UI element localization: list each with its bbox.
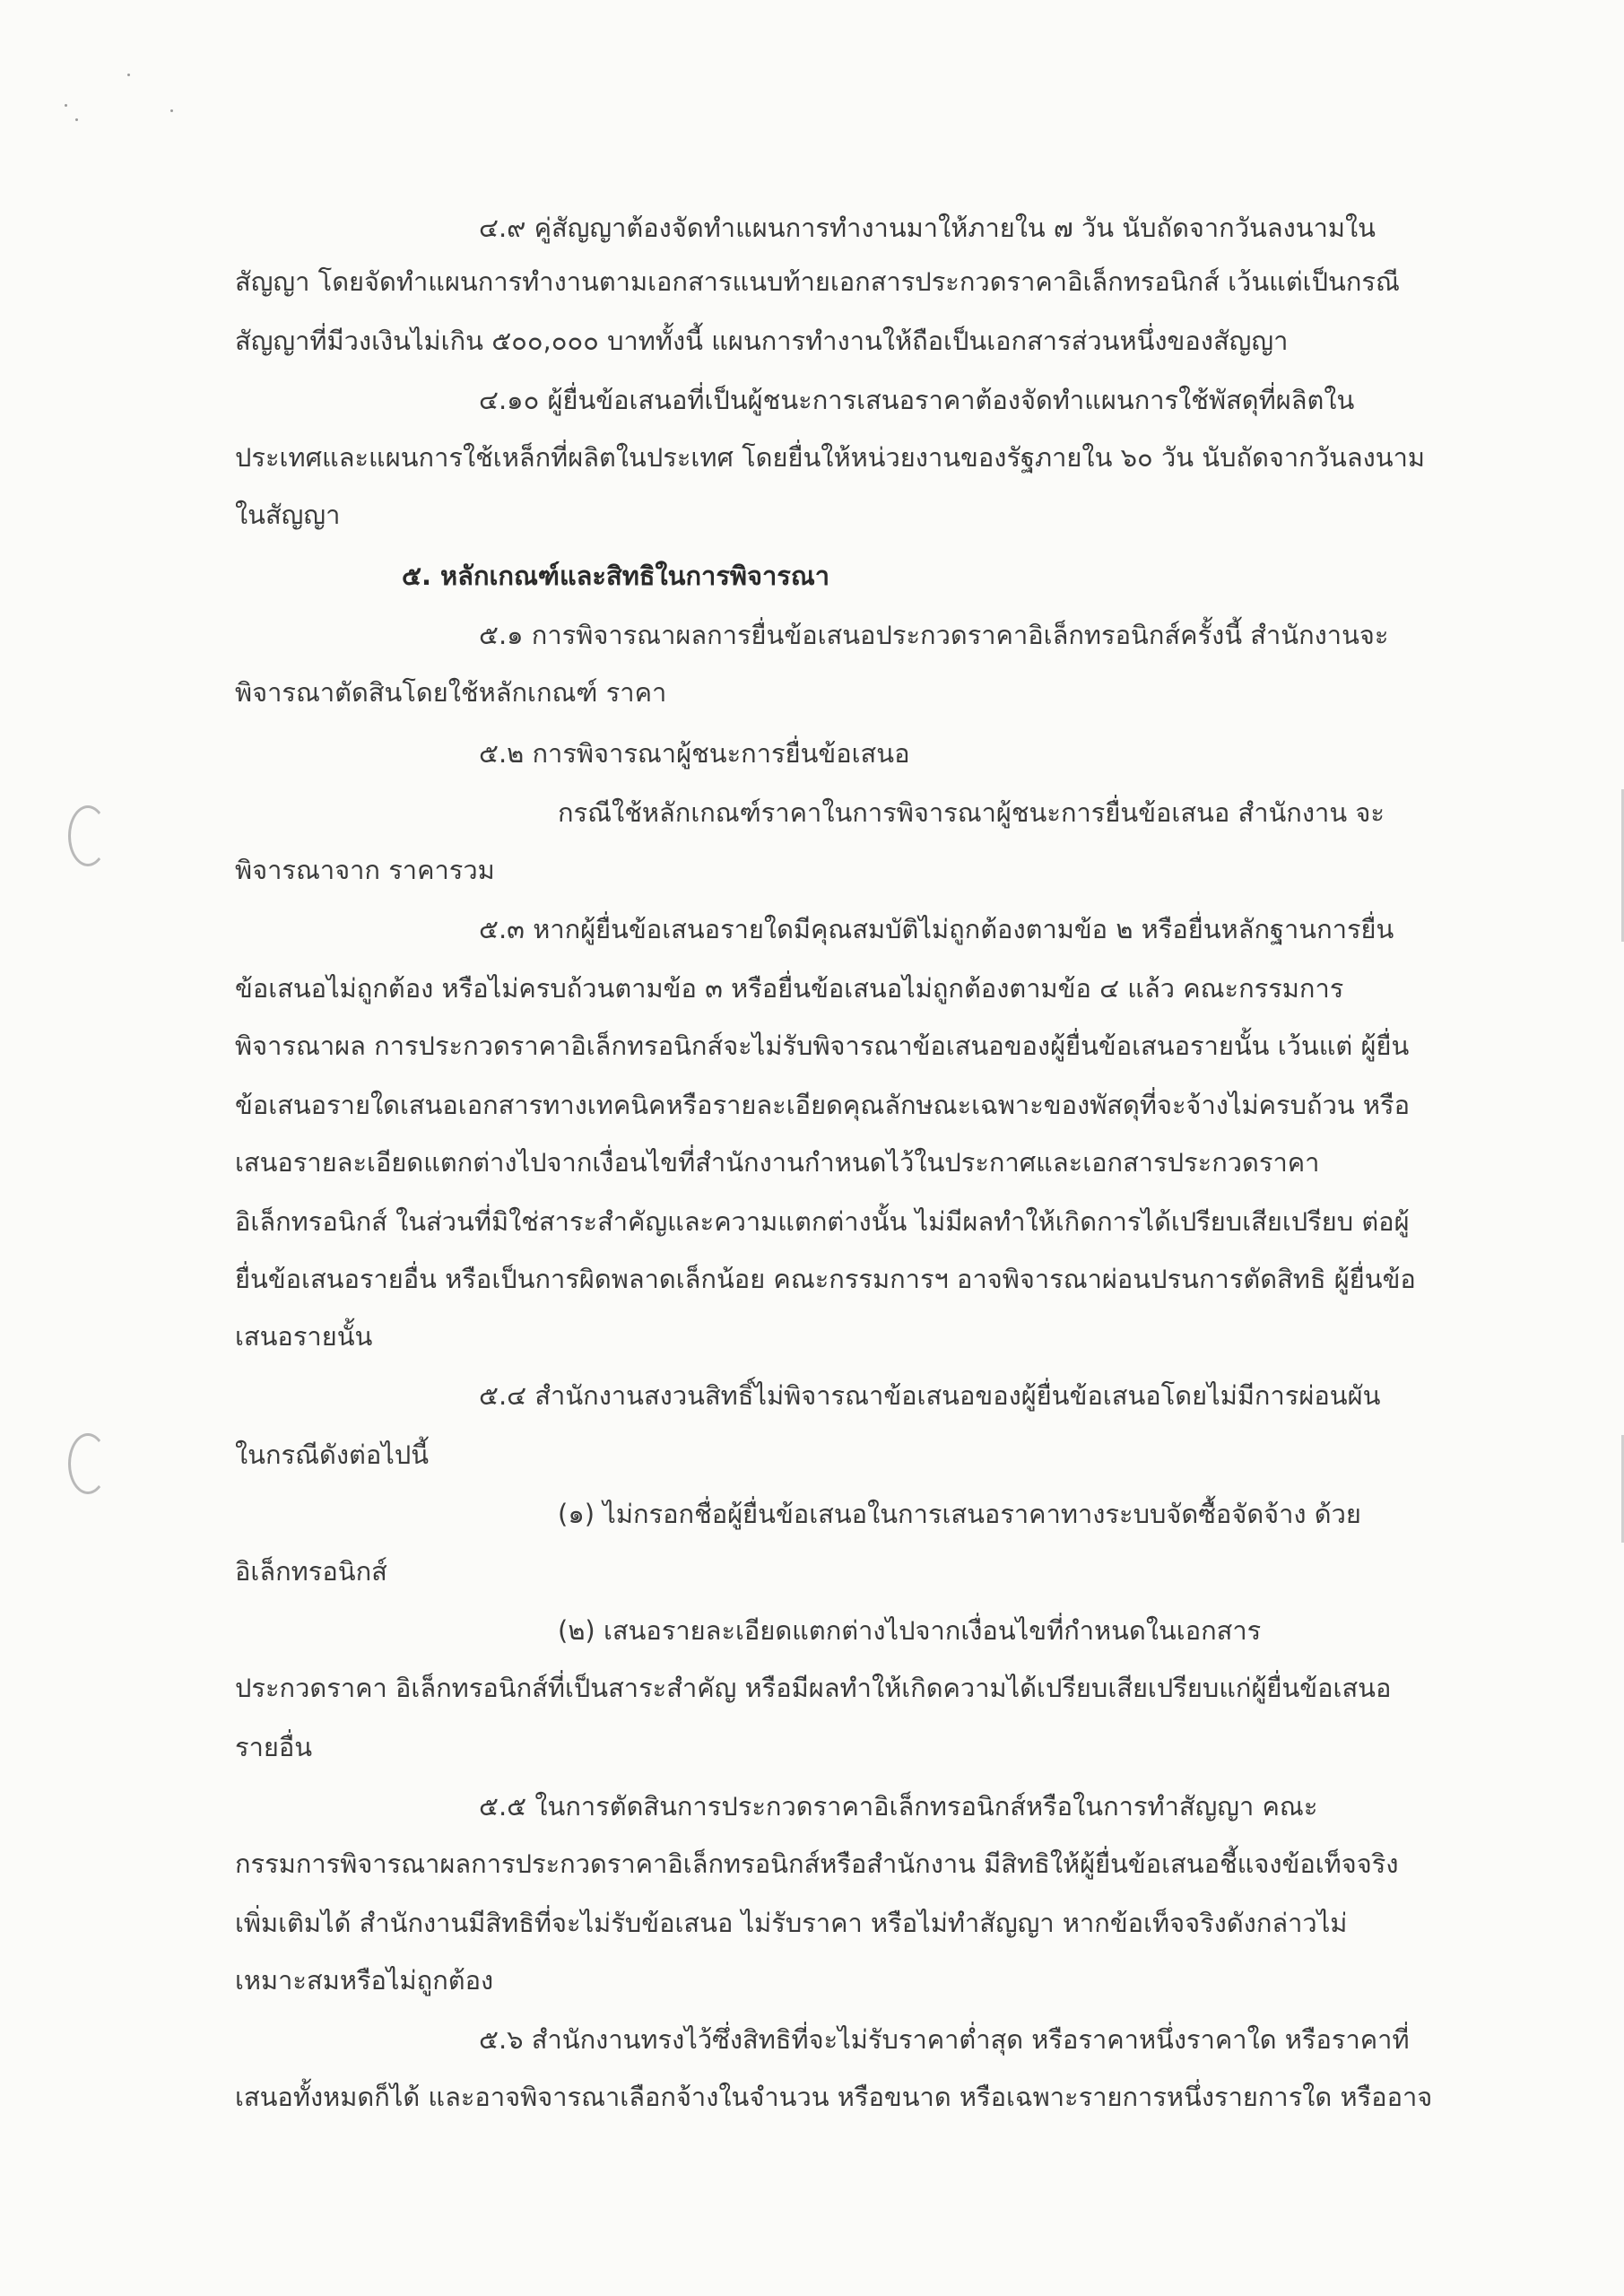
paragraph-5-2-line: ๕.๒ การพิจารณาผู้ชนะการยื่นข้อเสนอ (479, 738, 910, 769)
paragraph-5-3-line: ข้อเสนอรายใดเสนอเอกสารทางเทคนิคหรือรายละเอียดคุณลักษณะเฉพาะของพัสดุที่จะจ้างไม่ครบถ้วน หรือ (235, 1090, 1411, 1120)
paragraph-5-6-line: ๕.๖ สำนักงานทรงไว้ซึ่งสิทธิที่จะไม่รับราคาต่ำสุด หรือราคาหนึ่งราคาใด หรือราคาที่ (479, 2024, 1410, 2055)
paragraph-5-4-item-2-line: ประกวดราคา อิเล็กทรอนิกส์ที่เป็นสาระสำคัญ หรือมีผลทำให้เกิดความได้เปรียบเสียเปรียบแก่ผู้ยื่นข้อเสนอ (235, 1673, 1392, 1703)
paragraph-5-3-line: อิเล็กทรอนิกส์ ในส่วนที่มิใช่สาระสำคัญและความแตกต่างนั้น ไม่มีผลทำให้เกิดการได้เปรียบเสียเปรียบ ต่อผู้ (235, 1206, 1410, 1237)
paragraph-5-4-line: ๕.๔ สำนักงานสงวนสิทธิ์ไม่พิจารณาข้อเสนอของผู้ยื่นข้อเสนอโดยไม่มีการผ่อนผัน (479, 1380, 1381, 1411)
paragraph-5-4-item-2-line: รายอื่น (235, 1732, 313, 1762)
paragraph-4-10-line: ๔.๑๐ ผู้ยื่นข้อเสนอที่เป็นผู้ชนะการเสนอราคาต้องจัดทำแผนการใช้พัสดุที่ผลิตใน (479, 385, 1355, 415)
paragraph-5-6-line: เสนอทั้งหมดก็ได้ และอาจพิจารณาเลือกจ้างในจำนวน หรือขนาด หรือเฉพาะรายการหนึ่งรายการใด หรืออาจ (235, 2082, 1433, 2112)
paragraph-4-10-line: ประเทศและแผนการใช้เหล็กที่ผลิตในประเทศ โดยยื่นให้หน่วยงานของรัฐภายใน ๖๐ วัน นับถัดจากวันลงนาม (235, 442, 1426, 473)
paragraph-4-9-line: สัญญา โดยจัดทำแผนการทำงานตามเอกสารแนบท้ายเอกสารประกวดราคาอิเล็กทรอนิกส์ เว้นแต่เป็นกรณี (235, 266, 1400, 297)
paragraph-5-5-line: เหมาะสมหรือไม่ถูกต้อง (235, 1965, 494, 1996)
paragraph-5-3-line: ๕.๓ หากผู้ยื่นข้อเสนอรายใดมีคุณสมบัติไม่ถูกต้องตามข้อ ๒ หรือยื่นหลักฐานการยื่น (479, 914, 1394, 944)
paragraph-4-9-line: ๔.๙ คู่สัญญาต้องจัดทำแผนการทำงานมาให้ภายใน ๗ วัน นับถัดจากวันลงนามใน (479, 213, 1376, 243)
paragraph-5-4-line: ในกรณีดังต่อไปนี้ (235, 1439, 430, 1470)
paragraph-5-4-item-1-line: (๑) ไม่กรอกชื่อผู้ยื่นข้อเสนอในการเสนอราคาทางระบบจัดซื้อจัดจ้าง ด้วย (558, 1499, 1361, 1529)
punch-hole-mark (68, 1433, 108, 1494)
scan-speck (75, 118, 78, 121)
scan-speck (65, 104, 67, 107)
paragraph-5-5-line: เพิ่มเติมได้ สำนักงานมีสิทธิที่จะไม่รับข้อเสนอ ไม่รับราคา หรือไม่ทำสัญญา หากข้อเท็จจริงดังกล่าวไม่ (235, 1908, 1348, 1938)
scan-speck (170, 109, 173, 112)
paragraph-5-2-line: กรณีใช้หลักเกณฑ์ราคาในการพิจารณาผู้ชนะการยื่นข้อเสนอ สำนักงาน จะ (558, 797, 1385, 828)
punch-hole-mark (68, 805, 108, 866)
paragraph-5-4-item-2-line: (๒) เสนอรายละเอียดแตกต่างไปจากเงื่อนไขที่กำหนดในเอกสาร (558, 1615, 1262, 1646)
paragraph-5-1-line: พิจารณาตัดสินโดยใช้หลักเกณฑ์ ราคา (235, 677, 667, 708)
scan-speck (127, 74, 130, 76)
paragraph-4-9-line: สัญญาที่มีวงเงินไม่เกิน ๕๐๐,๐๐๐ บาททั้งนี้ แผนการทำงานให้ถือเป็นเอกสารส่วนหนึ่งของสัญญา (235, 326, 1289, 356)
section-5-heading: ๕. หลักเกณฑ์และสิทธิในการพิจารณา (402, 561, 830, 591)
paragraph-5-3-line: เสนอรายนั้น (235, 1321, 373, 1352)
paragraph-5-3-line: ยื่นข้อเสนอรายอื่น หรือเป็นการผิดพลาดเล็กน้อย คณะกรรมการฯ อาจพิจารณาผ่อนปรนการตัดสิทธิ ผู้ยื่นข้อ (235, 1264, 1416, 1294)
paragraph-5-5-line: ๕.๕ ในการตัดสินการประกวดราคาอิเล็กทรอนิกส์หรือในการทำสัญญา คณะ (479, 1791, 1318, 1822)
paragraph-5-3-line: เสนอรายละเอียดแตกต่างไปจากเงื่อนไขที่สำนักงานกำหนดไว้ในประกาศและเอกสารประกวดราคา (235, 1147, 1320, 1178)
paragraph-5-1-line: ๕.๑ การพิจารณาผลการยื่นข้อเสนอประกวดราคาอิเล็กทรอนิกส์ครั้งนี้ สำนักงานจะ (479, 620, 1389, 650)
paragraph-5-3-line: ข้อเสนอไม่ถูกต้อง หรือไม่ครบถ้วนตามข้อ ๓ หรือยื่นข้อเสนอไม่ถูกต้องตามข้อ ๔ แล้ว คณะกรรมการ (235, 973, 1344, 1004)
paragraph-4-10-line: ในสัญญา (235, 500, 341, 530)
paragraph-5-2-line: พิจารณาจาก ราคารวม (235, 855, 495, 885)
paragraph-5-5-line: กรรมการพิจารณาผลการประกวดราคาอิเล็กทรอนิกส์หรือสำนักงาน มีสิทธิให้ผู้ยื่นข้อเสนอชี้แจงข้อเท็จจริง (235, 1848, 1399, 1879)
paragraph-5-4-item-1-line: อิเล็กทรอนิกส์ (235, 1556, 387, 1587)
paragraph-5-3-line: พิจารณาผล การประกวดราคาอิเล็กทรอนิกส์จะไม่รับพิจารณาข้อเสนอของผู้ยื่นข้อเสนอรายนั้น เว้นแต่ ผู้ยื่น (235, 1031, 1410, 1061)
